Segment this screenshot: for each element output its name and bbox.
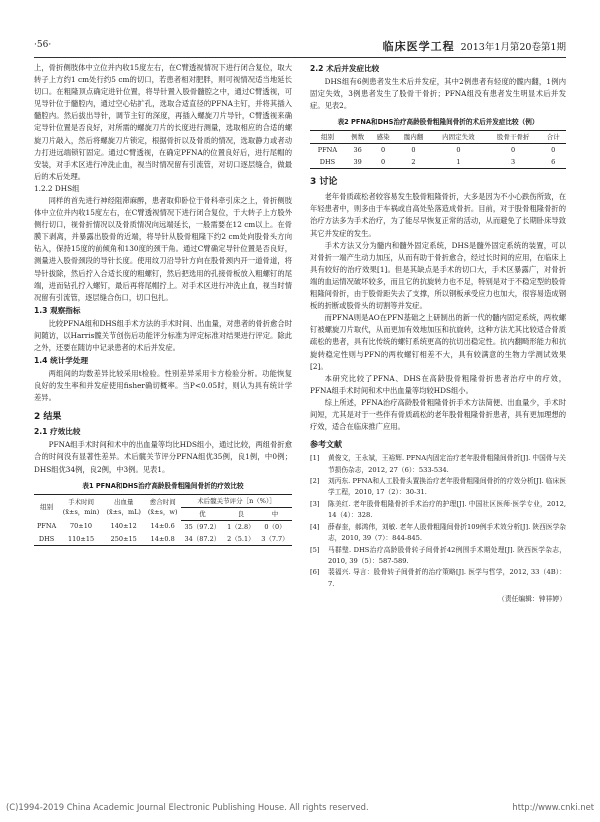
- paragraph: 比较PFNA组和DHS组手术方法的手术时间、出血量，对患者的骨折愈合时间随访，以Harris髋关节创伤后功能评分标准为评定标准对结果进行评定。除此之外，还要在随访中记录患者的术后并发症。: [34, 318, 292, 352]
- paragraph: DHS组有6例患者发生术后并发症，其中2例患者有轻度的髋内翻，1例内固定失效，3例患者发生了股骨干骨折；PFNA组没有患者发生明显术后并发症。见表2。: [310, 77, 566, 111]
- paragraph: 同样的首先进行神经阻滞麻醉，患者取仰卧位于骨科牵引床之上，骨折侧肢体中立位并内收15度左右，在C臂透视情况下进行闭合复位，于大转子上方股外侧行切口，视骨折情况以及骨质情况向远端延长，一般需要在12 cm以上。在骨膜下剥离，并暴露出股骨的近端，将导针从股骨粗隆下约2 cm处向股骨头方向钻入，保持15度的前倾角和130度的颈干角。通过C臂确定导针位置是否良好，测量进入股骨颈段的导针长度。使用纹刀沿导针方向在股骨颈内开一道骨道，将导针拔除，然后拧入合适长度的粗螺钉，然后把选用的孔接骨板放入粗螺钉的尾端，进而钻孔拧入螺钉，最后再将尾帽拧上。对手术区进行冲洗止血，视当时情况留有引流管，逐层缝合伤口，切口包扎。: [34, 195, 292, 302]
- table-header: 内固定失效: [431, 131, 486, 144]
- section-heading-1-2-2: 1.2.2 DHS组: [34, 183, 80, 193]
- table-header: 合计: [540, 131, 566, 144]
- table-cell: 140±12: [110, 522, 137, 531]
- page-footer: [6, 802, 594, 812]
- table-header: 中: [258, 507, 292, 520]
- table-cell: 0: [511, 146, 516, 155]
- table-header: 股骨干骨折: [486, 131, 541, 144]
- section-heading-1-3: 1.3 观察指标: [34, 305, 81, 315]
- table-cell: 6: [551, 158, 556, 167]
- reference-item: [3] 陈美红. 老年股骨粗隆骨折手术治疗的护理[J]. 中国社区医师·医学专业，2012, 14（4）：328.: [310, 499, 566, 520]
- table-cell: 35（97.2）: [184, 522, 221, 531]
- table2-caption: 表2 PFNA和DHS治疗高龄股骨粗隆间骨折的术后并发症比较（例）: [337, 118, 539, 127]
- table-cell: 70±10: [70, 522, 93, 531]
- table-row: [34, 533, 292, 546]
- table-header: 感染: [370, 131, 395, 144]
- table-cell: 39: [353, 158, 362, 167]
- table-cell: 3: [511, 158, 516, 167]
- table-header: 优: [181, 507, 224, 520]
- table-row: [34, 520, 292, 533]
- paragraph: 手术方法又分为髓内和髓外固定系统，DHS是髓外固定系统的装置，可以对骨折一端产生动力加压，从而有助于骨折愈合，经过长时间的应用，在临床上具有较好的治疗效果[1]。但是其缺点是手术的切口大，手术区暴露广，对骨折端的血运情况破坏较多，而且它的抗旋转力也不足，特别是对于不稳定型的股骨粗隆间骨折，由于股骨距失去了支撑，所以钢板承受应力也加大，很容易造成钢板的折断或股骨头的切割等并发症。: [310, 240, 566, 311]
- table-cell: 0: [456, 146, 461, 155]
- section-heading-1-4: 1.4 统计学处理: [34, 356, 89, 366]
- table-row: [310, 144, 566, 157]
- section-heading-2-1: 2.1 疗效比较: [34, 427, 81, 437]
- table2: [310, 130, 566, 169]
- paragraph: 综上所述，PFNA治疗高龄股骨粗隆骨折手术方法简便、出血量少，手术时间短，尤其是对于一些伴有骨质疏松的老年股骨粗隆骨折患者，具有更加理想的疗效，适合在临床推广应用。: [310, 397, 566, 432]
- paragraph: PFNA组手术时间和术中的出血量等均比HDS组小，通过比较，两组骨折愈合的时间没有显著性差异。术后髋关节评分PFNA组优35例，良1例，中0例；DHS组优34例，良2例，中3例。见表1。: [34, 440, 292, 474]
- table-cell: 250±15: [110, 534, 137, 543]
- references-heading: 参考文献: [310, 440, 342, 450]
- reference-item: [5] 马群璧. DHS治疗高龄股骨转子间骨折42例围手术期处理[J]. 陕西医学杂志，2010, 39（5）：587-589.: [310, 545, 566, 565]
- paragraph: 而PFNA则是AO在PFN基础之上研制出的新一代的髓内固定系统，两枚螺钉被螺旋刀片取代，从而更加有效地加压和抗旋转，这种方法尤其比较适合骨质疏松的患者，具有比传统的螺钉系统更高的抗切出稳定性。抗内翻畸形能力和抗旋转稳定性则与PFN的两枚螺钉相差不大，具有较满意的生物力学测试效果[2]。: [310, 313, 566, 371]
- page-header: [34, 38, 566, 56]
- journal-title: 临床医学工程: [382, 40, 455, 53]
- paragraph: 上，骨折侧肢体中立位并内收15度左右，在C臂透视情况下进行闭合复位，取大转子上方约1 cm处行约5 cm的切口，若患者相对肥胖，则可视情况适当地延长切口。在粗隆顶点确定进针位置，将导针置入股骨髓腔之中，通过C臂透视，可见导针位于髓腔内，通过空心钻扩孔，选取合适直径的PFNA主钉，并将其插入髓腔内。然后拔出导针，调节主钉的深度，再插入螺旋刀片导针，C臂透视来确定导针位置是否良好，对所需的螺旋刀片的长度进行测量，选取相应的合适的螺旋刀片敲入，然后将螺旋刀片锁定，根据骨折以及骨质的情况，选取静力或者动力打进远端锁钉固定。通过C臂透视，在确定PFNA的位置良好后，进行尾帽的安装，对手术区进行冲洗止血，视当时情况留有引流管，对切口逐层缝合，做最后的术后处理。: [34, 63, 292, 181]
- table-cell: 14±0.8: [150, 534, 175, 543]
- table-header: 组别: [40, 503, 54, 512]
- reference-item: [1] 黄俊文，王永斌，王裕辉. PFNA内固定治疗老年股骨粗隆间骨折[J]. 中国骨与关节损伤杂志，2012, 27（6）：533-534.: [310, 454, 566, 474]
- table-cell: 1: [456, 158, 461, 167]
- table1: [34, 494, 292, 546]
- journal-info: [383, 38, 566, 54]
- table-cell: 0（0）: [264, 522, 286, 531]
- header-rule: [34, 57, 566, 58]
- table-header: 良: [224, 507, 258, 520]
- paragraph: 两组间的均数差异比较采用t检验。性别差异采用卡方检验分析。功能恢复良好的发生率和并发症使用fisher确切概率。当P<0.05时，则认为具有统计学差异。: [34, 369, 292, 403]
- table-header: 术后髋关节评分［n（%）］: [181, 494, 292, 507]
- table-cell: 1（2.8）: [227, 522, 255, 531]
- table-cell: 2: [411, 158, 416, 167]
- table1-caption: 表1 PFNA和DHS治疗高龄股骨粗隆间骨折的疗效比较: [82, 481, 244, 490]
- table-header: 髋内翻: [396, 131, 431, 144]
- section-heading-2-2: 2.2 术后并发症比较: [310, 64, 380, 73]
- table-cell: 14±0.6: [150, 522, 175, 531]
- page-number: ·56·: [34, 40, 52, 50]
- paragraph: 老年骨质疏松者较容易发生股骨粗隆骨折，大多是因为不小心跌伤所致，在年轻患者中，则多由于车祸或自高处坠落造成骨折。目前，对于股骨粗隆骨折的治疗方法多为手术治疗，为了能尽早恢复正常的活动，从而避免了长期卧床导致其它并发症的发生。: [310, 192, 566, 238]
- table-cell: 36: [353, 146, 362, 155]
- references-list: [310, 453, 566, 590]
- paragraph: 本研究比较了PFNA、DHS在高龄股骨粗隆骨折患者治疗中的疗效，PFNA组手术时间和术中出血量等均较HDS组小。: [310, 373, 566, 395]
- table-cell: PFNA: [317, 146, 338, 155]
- table-cell: 3（7.7）: [261, 534, 289, 543]
- cnki-link[interactable]: http://www.cnki.net: [512, 802, 594, 812]
- copyright-notice: (C)1994-2019 China Academic Journal Electronic Publishing House. All rights reserved.: [6, 802, 369, 812]
- table-header: 愈合时间 (x̄±s，w): [147, 498, 178, 517]
- reference-item: [6] 裴福兴. 导言：股骨转子间骨折的治疗策略[J]. 医学与哲学，2012, 33（4B）：7.: [310, 568, 566, 588]
- table-cell: 0: [381, 146, 386, 155]
- table-header: 组别: [310, 131, 345, 144]
- table-cell: DHS: [38, 534, 55, 543]
- left-column: [34, 62, 292, 546]
- table-cell: 0: [381, 158, 386, 167]
- reference-item: [2] 刘丙东. PFNA和人工股骨头置换治疗老年股骨粗隆间骨折的疗效分析[J]. 临床医学工程，2010, 17（2）：30-31.: [310, 477, 566, 497]
- table-cell: 110±15: [67, 534, 95, 543]
- table-header: 例数: [345, 131, 370, 144]
- table-cell: 0: [551, 146, 556, 155]
- table-cell: 0: [411, 146, 416, 155]
- table-header: 出血量 (x̄±s，mL): [106, 498, 141, 517]
- responsible-editor: （责任编辑：钟祥婷）: [498, 595, 566, 604]
- reference-item: [4] 薛春奎，郝鸿伟，刘敏. 老年人股骨粗隆间骨折109例手术效分析[J]. 陕西医学杂志，2010, 39（7）：844-845.: [310, 522, 566, 543]
- table-row: [310, 156, 566, 169]
- journal-issue: 2013年1月第20卷第1期: [460, 42, 566, 53]
- table-cell: PFNA: [36, 522, 57, 531]
- table-cell: 2（5.1）: [227, 534, 255, 543]
- right-column: [310, 62, 566, 605]
- section-heading-2: 2 结果: [34, 412, 62, 423]
- table-header: 手术时间 (x̄±s，min): [62, 498, 100, 517]
- table-cell: DHS: [319, 158, 336, 167]
- section-heading-3: 3 讨论: [310, 177, 338, 188]
- table-cell: 34（87.2）: [184, 534, 221, 543]
